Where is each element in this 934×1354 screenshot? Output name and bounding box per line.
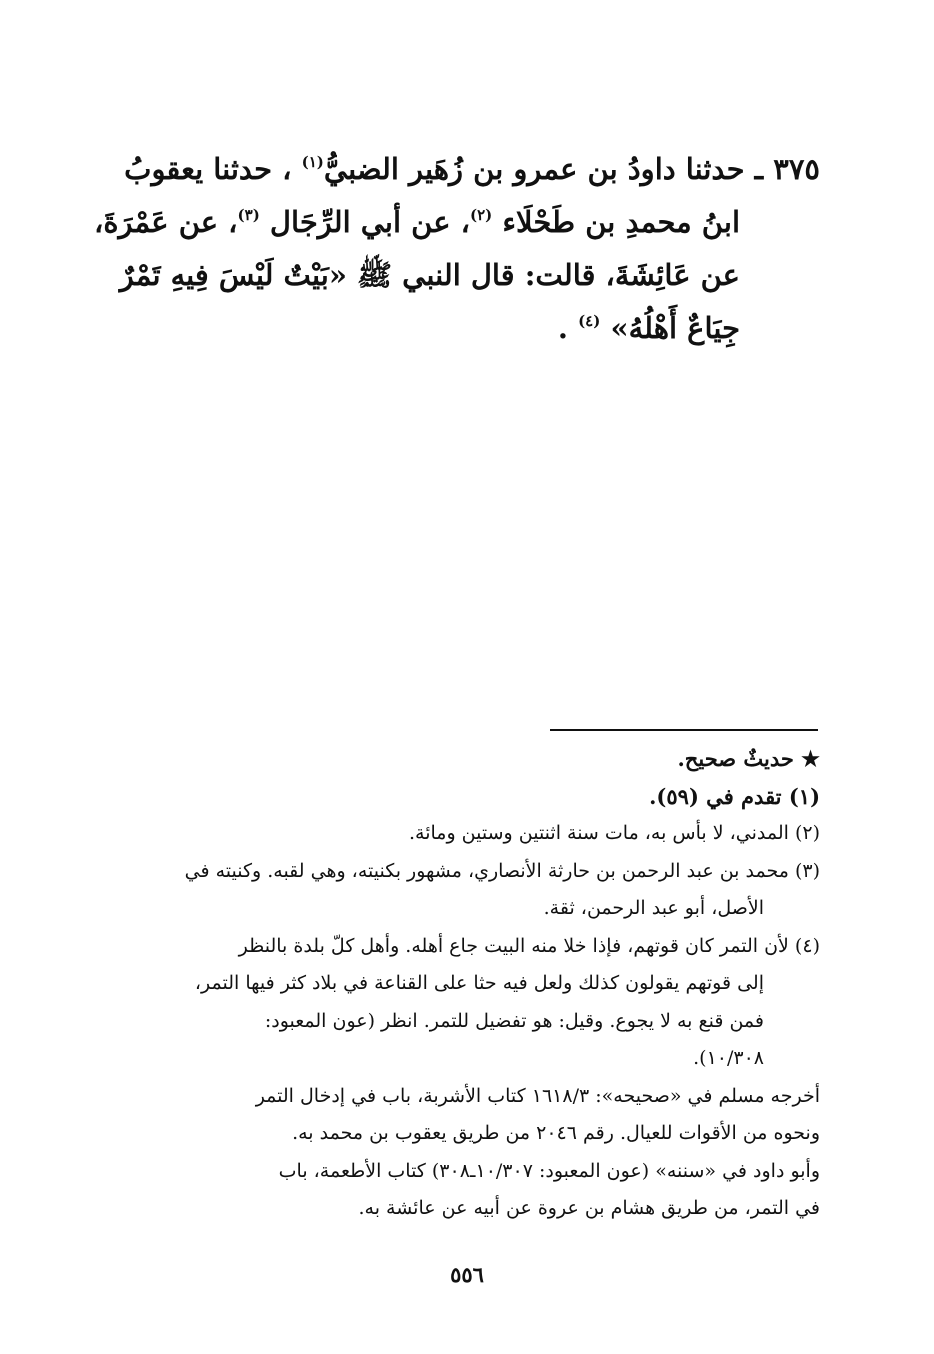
hadith-line-2: [93, 196, 820, 249]
footnote-4-line-3: فمن قنع به لا يجوع. وقيل: هو تفضيل للتمر. انظر (عون المعبود:: [264, 1009, 764, 1032]
hadith-line-3: عن عَائِشَةَ، قالت: قال النبي ﷺ «بَيْتٌ لَيْسَ فِيهِ تَمْرٌ: [119, 258, 740, 292]
footnote-4-line-1: (٤) لأن التمر كان قوتهم، فإذا خلا منه البيت جاع أهله. وأهل كلّ بلدة بالنظر: [238, 934, 820, 957]
hadith-line-2-mid: ، عن أبي الرِّجَال: [269, 205, 470, 239]
footnote-ref-4: (٤): [578, 312, 601, 330]
footnote-separator: [550, 729, 818, 731]
takhrij-line-4: في التمر، من طريق هشام بن عروة عن أبيه عن عائشة به.: [358, 1197, 820, 1219]
footnote-3-line-2: الأصل، أبو عبد الرحمن، ثقة.: [543, 897, 764, 919]
takhrij-line-2: ونحوه من الأقوات للعيال. رقم ٢٠٤٦ من طريق يعقوب بن محمد به.: [292, 1122, 820, 1144]
footnote-2: (٢) المدني، لا بأس به، مات سنة اثنتين وستين ومائة.: [408, 822, 820, 844]
hadith-text: [93, 143, 820, 355]
footnote-1: (١) تقدم في (٥٩).: [649, 783, 820, 809]
hadith-line-1: [120, 143, 820, 196]
hadith-line-2-rest: ، عن عَمْرَةَ،: [93, 205, 238, 239]
footnote-ref-3: (٣): [237, 206, 260, 224]
footnote-ref-2: (٢): [469, 206, 493, 224]
takhrij-line-3: وأبو داود في «سننه» (عون المعبود: ١٠/٣٠٧ـ٣٠٨) كتاب الأطعمة، باب: [278, 1159, 820, 1182]
footnote-ref-1: (١): [301, 153, 324, 171]
footnotes: [130, 740, 820, 1228]
hadith-line-4-text: جِيَاعٌ أَهْلُهُ»: [610, 311, 740, 345]
hadith-line-4-rest: .: [557, 311, 568, 345]
footnote-4-line-4: ١٠/٣٠٨).: [693, 1047, 764, 1069]
page-number: ٥٥٦: [450, 1262, 484, 1287]
hadith-line-4: [120, 302, 820, 355]
hadith-line-2-text: ابنُ محمدِ بن طَحْلَاء: [502, 205, 740, 239]
hadith-line-1-text: ٣٧٥ ـ حدثنا داودُ بن عمرو بن زُهَير الضبيُّ: [323, 152, 820, 186]
footnote-3-line-1: (٣) محمد بن عبد الرحمن بن حارثة الأنصاري، مشهور بكنيته، وهي لقبه. وكنيته في: [184, 859, 820, 882]
takhrij-line-1: أخرجه مسلم في «صحيحه»: ١٦١٨/٣ كتاب الأشربة، باب في إدخال التمر: [255, 1084, 820, 1107]
footnote-star: ★ حديثٌ صحيح.: [677, 746, 820, 771]
hadith-line-1-rest: ، حدثنا يعقوبُ: [124, 152, 292, 186]
footnote-4-line-2: إلى قوتهم يقولون كذلك ولعل فيه حثا على القناعة في بلاد كثر فيها التمر،: [194, 972, 764, 994]
